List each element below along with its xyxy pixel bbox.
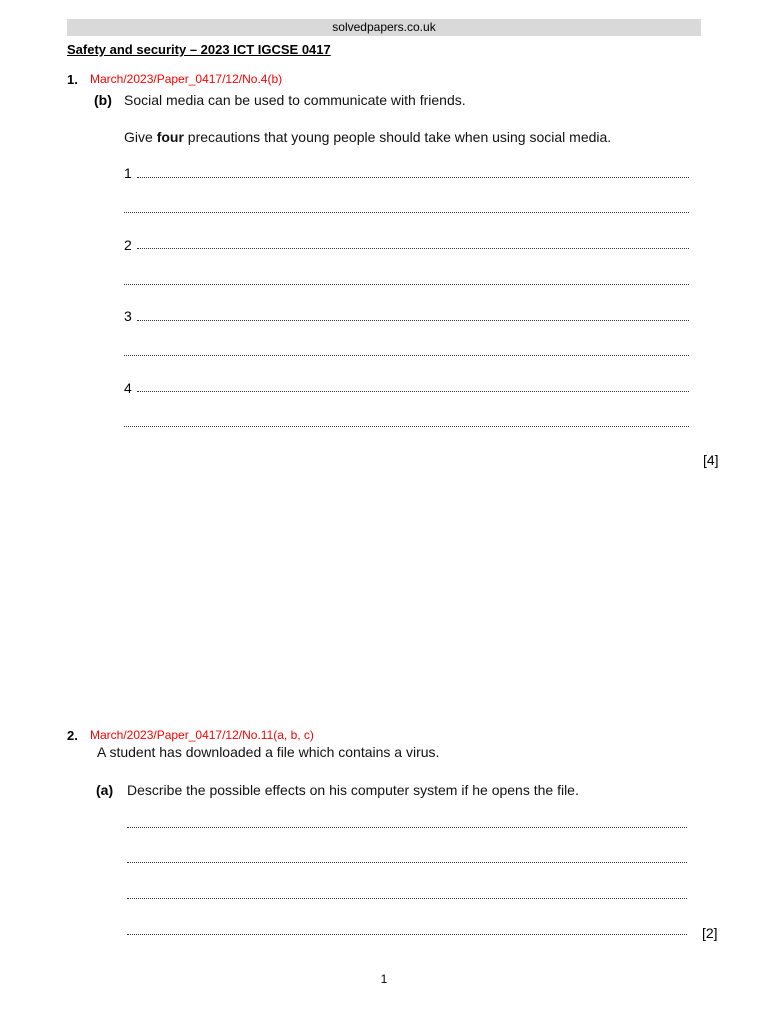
answer-line[interactable] [124,353,689,356]
question-2-part-text: Describe the possible effects on his computer system if he opens the file. [127,782,579,798]
question-1-marks: [4] [703,452,719,468]
answer-line[interactable] [124,210,689,213]
answer-number-2: 2 [124,237,132,253]
document-title: Safety and security – 2023 ICT IGCSE 0417 [67,42,331,57]
question-1-instruction [124,129,611,145]
question-1-reference: March/2023/Paper_0417/12/No.4(b) [90,72,283,86]
question-1-number: 1. [67,72,78,87]
instruction-before: Give [124,129,153,145]
answer-line[interactable] [137,175,689,178]
answer-line[interactable] [124,424,689,427]
answer-line[interactable] [137,318,689,321]
question-1-part-label: (b) [94,92,112,108]
answer-line[interactable] [127,896,687,899]
answer-number-1: 1 [124,165,132,181]
instruction-bold: four [156,129,184,145]
answer-number-4: 4 [124,380,132,396]
answer-number-3: 3 [124,308,132,324]
question-2-stem: A student has downloaded a file which contains a virus. [97,744,440,760]
question-1-stem: Social media can be used to communicate with friends. [124,92,466,108]
page-number: 1 [380,972,388,986]
answer-line[interactable] [127,825,687,828]
question-2-part-label: (a) [96,782,114,798]
answer-line[interactable] [137,246,689,249]
question-2-number: 2. [67,728,78,743]
question-2-reference: March/2023/Paper_0417/12/No.11(a, b, c) [90,728,314,742]
answer-line[interactable] [137,389,689,392]
answer-line[interactable] [127,860,687,863]
site-header [67,19,701,36]
site-name: solvedpapers.co.uk [332,20,436,34]
instruction-after: precautions that young people should take when using social media. [187,129,612,145]
answer-line[interactable] [124,282,689,285]
question-2-marks: [2] [702,925,718,941]
answer-line[interactable] [127,932,687,935]
